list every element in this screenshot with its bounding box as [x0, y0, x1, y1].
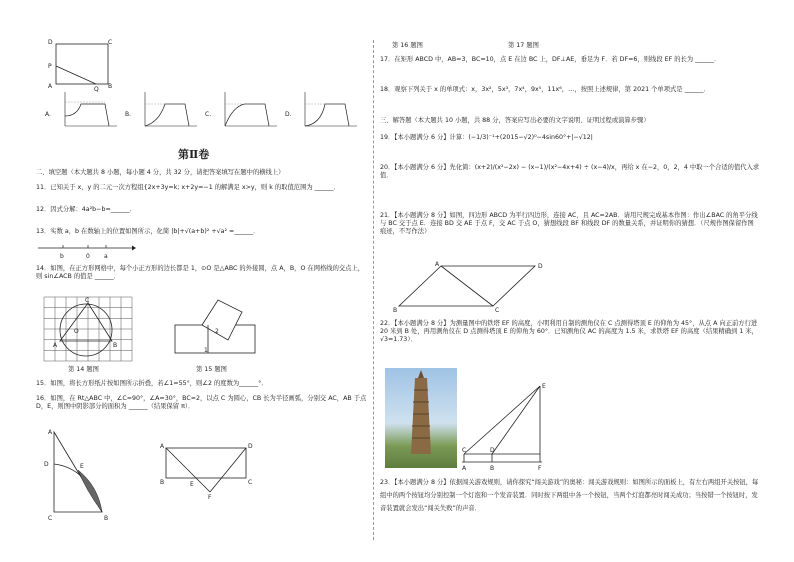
label-a: A — [48, 83, 53, 90]
question-14: 14．如图，在正方形网格中，每个小正方形的边长都是 1，⊙O 是△ABC 的外接圆，点 A，B，O 在网格线的交点上，则 sin∠ACB 的值是 ______． — [36, 265, 365, 280]
choice-letter-c: C. — [205, 111, 212, 118]
fig22-f: F — [538, 465, 542, 472]
top-rectangle-figure — [40, 36, 120, 92]
question-21: 21．【本小题满分 8 分】如图，四边形 ABCD 为平行四边形，连接 AC，且 AC=2AB．请用尺规完成基本作图：作出∠BAC 的角平分线与 BC 交于点 E．连接 BD 交 AE 于点 F，交 AC 于点 O，猜想线段 BF 和线段 DF 的数量关系，并证明你的猜想．（尺规作图保留作图痕迹，不写作法） — [380, 212, 758, 235]
choice-graph-d — [285, 90, 360, 132]
nl-a: a — [104, 253, 108, 260]
fig14-o: O — [74, 328, 79, 335]
fig16-a: A — [48, 429, 53, 436]
fig22-a: A — [462, 465, 467, 472]
question-18: 18．观察下列关于 x 的单项式：x，3x²，5x³，7x⁴，9x⁵，11x⁶，…，按照上述规律，第 2021 个单项式是 ______． — [380, 86, 710, 93]
fig16-c: C — [48, 515, 53, 522]
question-11: 11．已知关于 x，y 的二元一次方程组{2x+3y=k; x+2y=−1 的解满足 x>y，则 k 的取值范围为 ______． — [36, 184, 340, 191]
question-12: 12．因式分解：4a²b−b=______． — [36, 206, 136, 213]
question-15: 15．如图，将长方形纸片按如图所示折叠，若∠1=55°，则∠2 的度数为______°． — [36, 380, 268, 387]
section2-header: 二、填空题（本大题共 8 小题，每小题 4 分，共 32 分，请把答案填写在题中的横线上） — [36, 169, 285, 176]
choice-letter-a: A. — [45, 111, 51, 118]
question-19: 19．【本小题满分 6 分】计算：(−1/3)⁻¹+(2015−√2)⁰−4sin60°+|−√12| — [380, 134, 593, 141]
column-divider — [373, 40, 374, 540]
tower-photo — [385, 368, 457, 468]
fig17-a: A — [160, 443, 165, 450]
number-line — [38, 242, 134, 260]
fig17-b: B — [160, 479, 165, 486]
label-c: C — [108, 39, 113, 46]
figure-15-caption: 第 15 题图 — [196, 366, 227, 373]
choice-letter-d: D. — [285, 111, 292, 118]
figure-21-parallelogram — [393, 262, 553, 314]
fig17-d: D — [248, 443, 253, 450]
figure-17-rectangle — [158, 440, 254, 500]
fig17-c: C — [248, 479, 253, 486]
question-23: 23．【本小题满分 8 分】依据闯关游戏规则，请你探究“闯关游戏”的奥秘：闯关游戏规则：如图所示的面板上，有左右两组开关按钮，每组中的两个按钮均分别控制一个灯泡和一个发音装置．同时按下两组中各一个按钮，当两个灯泡都亮时闯关成功；当按错一个按钮时，发音装置就会发出“闯关失败”的声音． — [380, 479, 759, 512]
figure-16-triangle — [40, 428, 120, 520]
fig14-a: A — [53, 342, 58, 349]
fig17-f: F — [208, 494, 212, 501]
fig21-a: A — [435, 261, 440, 268]
question-13: 13．实数 a，b 在数轴上的位置如图所示，化简 |b|+√(a+b)² +√a² =______． — [36, 228, 260, 235]
fig17-e: E — [190, 481, 194, 488]
nl-zero: 0 — [86, 253, 90, 260]
fig21-d: D — [538, 263, 543, 270]
fig21-b: B — [393, 307, 398, 314]
figure-16-caption: 第 16 题图 — [392, 42, 423, 49]
choice-graph-c — [205, 90, 280, 132]
choice-letter-b: B. — [125, 111, 132, 118]
label-p: P — [48, 63, 52, 70]
fig22-b: B — [490, 465, 495, 472]
choice-graph-a — [45, 90, 120, 132]
question-17: 17．在矩形 ABCD 中，AB=3，BC=10，点 E 在边 BC 上，DF⊥AE，垂足为 F．若 DF=6，则线段 EF 的长为 ______． — [380, 56, 721, 63]
label-q: Q — [94, 86, 99, 93]
fig16-b: B — [104, 515, 109, 522]
figure-22-tower-diagram — [462, 380, 562, 472]
figure-15-fold — [170, 300, 260, 358]
nl-b: b — [60, 253, 64, 260]
choice-graph-b — [125, 90, 200, 132]
fig22-d: D — [490, 447, 495, 454]
figure-14-caption: 第 14 题图 — [68, 366, 99, 373]
figure-17-caption: 第 17 题图 — [508, 42, 539, 49]
fig22-c: C — [462, 447, 467, 454]
question-16: 16．如图，在 Rt△ABC 中，∠C=90°，∠A=30°，BC=2，以点 C 为圆心，CB 长为半径画弧，分别交 AC，AB 于点 D，E，则图中阴影部分的面积为 ______（结果保留 π）． — [36, 395, 367, 410]
fig21-c: C — [495, 307, 500, 314]
question-22: 22．【本小题满分 8 分】为测量图中的铁塔 EF 的高度，小明利用自制的测角仪在 C 点测得塔顶 E 的仰角为 45°，从点 A 向正前方行进 20 米到 B 处，再用测角仪在 D 点测得塔顶 E 的仰角为 60°．已知测角仪 AC 的高度为 1.5 米，求铁塔 EF 的高度（结果精确到 1 米，√3≈1.73）． — [380, 320, 758, 343]
fig22-e: E — [542, 383, 546, 390]
question-20: 20．【本小题满分 6 分】先化简：(x+2)/(x²−2x) − (x−1)/(x²−4x+4) ÷ (x−4)/x，再给 x 在−2，0，2，4 中取一个合适的值代入求值． — [380, 164, 760, 179]
figure-14-grid — [44, 297, 132, 361]
section3-header: 三、解答题（本大题共 10 小题，共 88 分，答案应写出必要的文字说明、证明过程或演算步骤） — [380, 117, 650, 124]
fig14-b: B — [113, 342, 118, 349]
fig16-d: D — [44, 461, 49, 468]
part2-title: 第Ⅱ卷 — [178, 148, 210, 161]
fig15-angle-1: 1 — [204, 347, 208, 354]
fig15-angle-2: 2 — [215, 328, 219, 335]
label-d: D — [48, 39, 53, 46]
label-b: B — [108, 83, 113, 90]
fig14-c: C — [85, 297, 90, 304]
fig16-e: E — [80, 463, 84, 470]
